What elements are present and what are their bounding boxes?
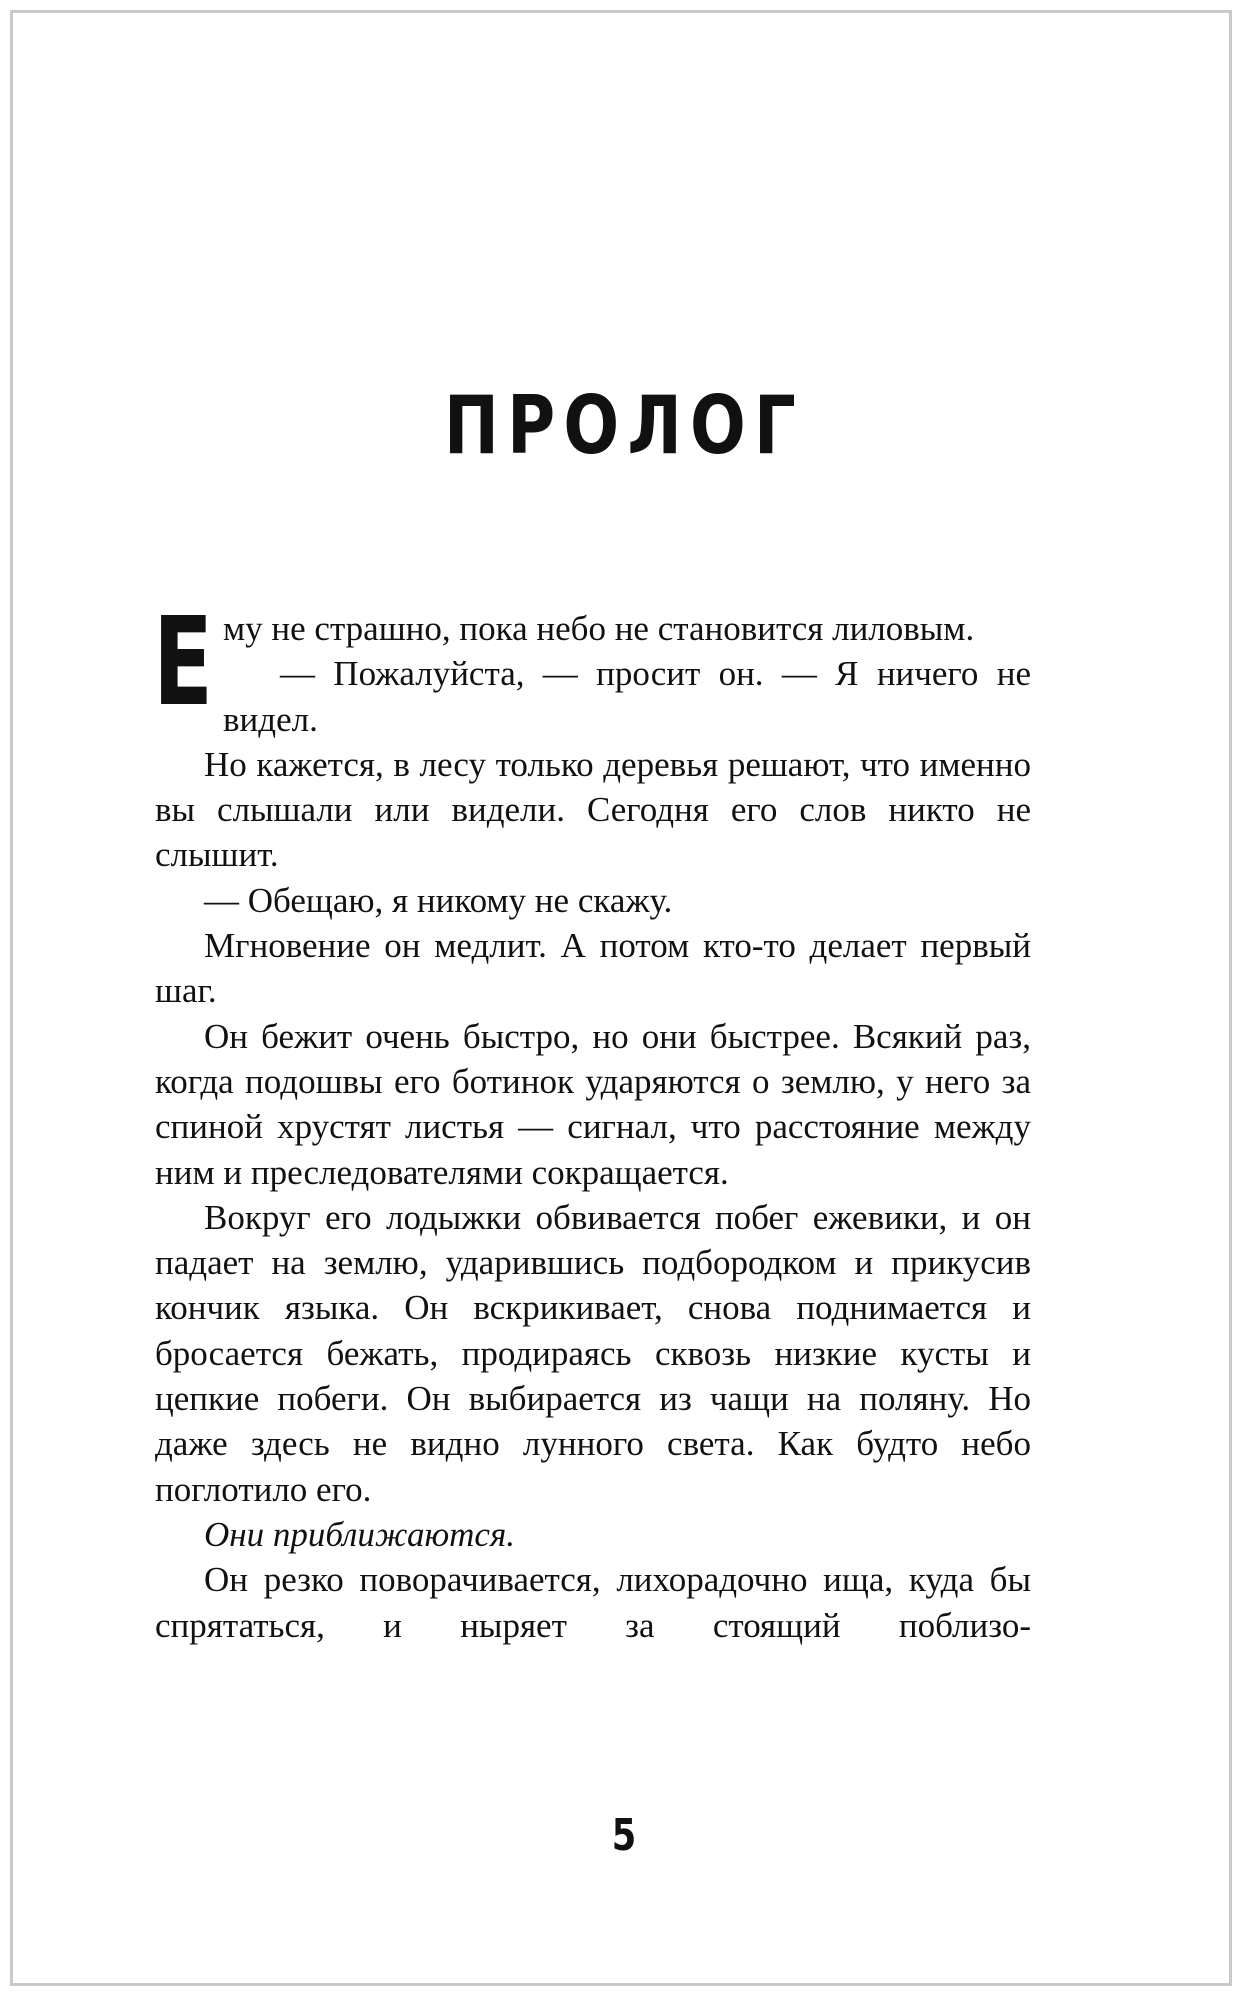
paragraph-1: му не страшно, пока небо не становится лиловым. — [223, 609, 975, 648]
body-text — [153, 591, 1031, 1648]
chapter-title: ПРОЛОГ — [443, 379, 805, 472]
drop-cap: Е — [153, 591, 214, 733]
paragraph-6: Он бежит очень быстро, но они быстрее. Всякий раз, когда подошвы его ботинок ударяются о землю, у него за спиной хрустят листья — сигнал, что расстояние между ним и преследователями сокращается. — [155, 1016, 1031, 1192]
paragraph-2: — Пожалуйста, — просит он. — Я ничего не видел. — [223, 654, 1031, 739]
paragraph-7: Вокруг его лодыжки обвивается побег ежевики, и он падает на землю, ударившись подбородком и прикусив кончик языка. Он вскрикивает, снова поднимается и бросается бежать, продираясь сквозь низкие кусты и цепкие побеги. Он выбирается из чащи на поляну. Но даже здесь не видно лунного света. Как будто небо поглотило его. — [155, 1197, 1031, 1509]
paragraph-9: Он резко поворачивается, лихорадочно ища, куда бы спрятаться, и ныряет за стоящий поблизо- — [155, 1560, 1031, 1645]
page-number: 5 — [611, 1810, 637, 1861]
paragraph-4: — Обещаю, я никому не скажу. — [204, 880, 673, 920]
paragraph-3: Но кажется, в лесу только деревья решают, что именно вы слышали или видели. Сегодня его слов никто не слышит. — [155, 744, 1031, 875]
paragraph-5: Мгновение он медлит. А потом кто-то делает первый шаг. — [155, 926, 1031, 1011]
paragraph-8-italic: Они приближаются. — [204, 1514, 515, 1554]
